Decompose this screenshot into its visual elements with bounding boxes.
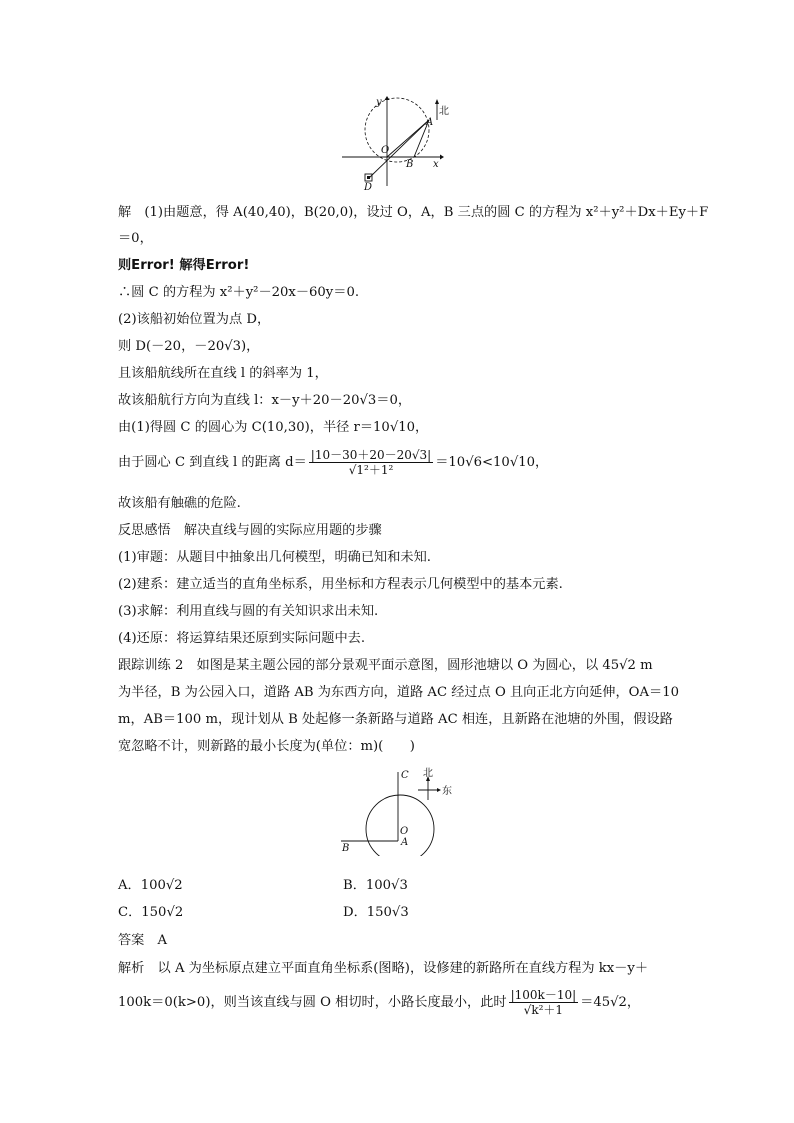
reflection-step-1: (1)审题：从题目中抽象出几何模型，明确已知和未知. bbox=[118, 550, 431, 565]
figure-circle-coordinate bbox=[336, 96, 452, 192]
solution-line-1: 解 (1)由题意，得 A(40,40)，B(20,0)，设过 O，A，B 三点的圆 C 的方程为 x²＋y²＋Dx＋Ey＋F bbox=[118, 205, 709, 220]
fig2-label-east: 东 bbox=[442, 786, 452, 797]
option-c: C．150√2 bbox=[118, 905, 184, 920]
fig2-label-A: A bbox=[401, 837, 409, 848]
fig1-label-B: B bbox=[406, 159, 414, 170]
analysis-line-2 bbox=[118, 988, 640, 1017]
option-b: B．100√3 bbox=[343, 878, 408, 893]
reflection-title: 反思感悟 解决直线与圆的实际应用题的步骤 bbox=[118, 523, 382, 538]
reflection-step-3: (3)求解：利用直线与圆的有关知识求出未知. bbox=[118, 604, 379, 619]
distance-suffix: ＝10√6<10√10， bbox=[435, 455, 549, 470]
analysis-line-1: 解析 以 A 为坐标原点建立平面直角坐标系(图略)，设修建的新路所在直线方程为 kx－y＋ bbox=[118, 961, 649, 976]
solution-line-6: 则 D(－20，－20√3)， bbox=[118, 339, 260, 354]
answer: 答案 A bbox=[118, 933, 168, 948]
fig1-label-y: y bbox=[376, 97, 382, 108]
solution-line-3: 则Error! 解得Error! bbox=[118, 258, 250, 273]
solution-line-7: 且该船航线所在直线 l 的斜率为 1， bbox=[118, 366, 328, 381]
solution-line-9: 由(1)得圆 C 的圆心为 C(10,30)，半径 r＝10√10， bbox=[118, 420, 429, 435]
analysis-prefix: 100k＝0(k>0)，则当该直线与圆 O 相切时，小路长度最小，此时 bbox=[118, 995, 507, 1010]
distance-fraction bbox=[309, 448, 433, 477]
fig1-label-A: A bbox=[426, 117, 434, 128]
fig2-label-B: B bbox=[342, 843, 350, 854]
exercise-line-1: 跟踪训练 2 如图是某主题公园的部分景观平面示意图，圆形池塘以 O 为圆心，以 45√2 m bbox=[118, 658, 653, 673]
exercise-line-2: 为半径，B 为公园入口，道路 AB 为东西方向，道路 AC 经过点 O 且向正北方向延伸，OA＝10 bbox=[118, 685, 679, 700]
fig2-label-O: O bbox=[400, 826, 409, 837]
option-d: D．150√3 bbox=[343, 905, 409, 920]
solution-line-2: ＝0， bbox=[118, 231, 153, 246]
tangent-numerator: |100k－10| bbox=[510, 988, 577, 1002]
fig1-label-D: D bbox=[364, 182, 373, 192]
fig1-label-O: O bbox=[381, 145, 390, 156]
tangent-denominator: √k²＋1 bbox=[523, 1003, 564, 1017]
distance-prefix: 由于圆心 C 到直线 l 的距离 d＝ bbox=[118, 455, 307, 470]
exercise-line-3: m，AB＝100 m，现计划从 B 处起修一条新路与道路 AC 相连，且新路在池塘的外围，假设路 bbox=[118, 712, 673, 727]
exercise-line-4: 宽忽略不计，则新路的最小长度为(单位：m)( ) bbox=[118, 739, 415, 754]
solution-line-10 bbox=[118, 448, 548, 477]
option-a: A．100√2 bbox=[118, 878, 183, 893]
reflection-step-4: (4)还原：将运算结果还原到实际问题中去. bbox=[118, 631, 366, 646]
solution-line-4: ∴圆 C 的方程为 x²＋y²－20x－60y＝0. bbox=[118, 285, 360, 300]
reflection-step-2: (2)建系：建立适当的直角坐标系，用坐标和方程表示几何模型中的基本元素. bbox=[118, 577, 563, 592]
tangent-fraction bbox=[509, 988, 579, 1017]
figure-park-pond bbox=[338, 764, 456, 856]
fig2-label-C: C bbox=[401, 770, 409, 781]
solution-line-5: (2)该船初始位置为点 D， bbox=[118, 312, 271, 327]
distance-numerator: |10－30＋20－20√3| bbox=[310, 448, 432, 462]
analysis-suffix: ＝45√2， bbox=[580, 995, 641, 1010]
fig2-label-north: 北 bbox=[423, 768, 433, 779]
distance-denominator: √1²＋1² bbox=[348, 463, 394, 477]
solution-line-8: 故该船航行方向为直线 l：x－y＋20－20√3＝0， bbox=[118, 393, 412, 408]
fig1-label-north: 北 bbox=[439, 106, 449, 117]
fig1-label-x: x bbox=[433, 159, 439, 170]
solution-line-11: 故该船有触礁的危险. bbox=[118, 496, 241, 511]
